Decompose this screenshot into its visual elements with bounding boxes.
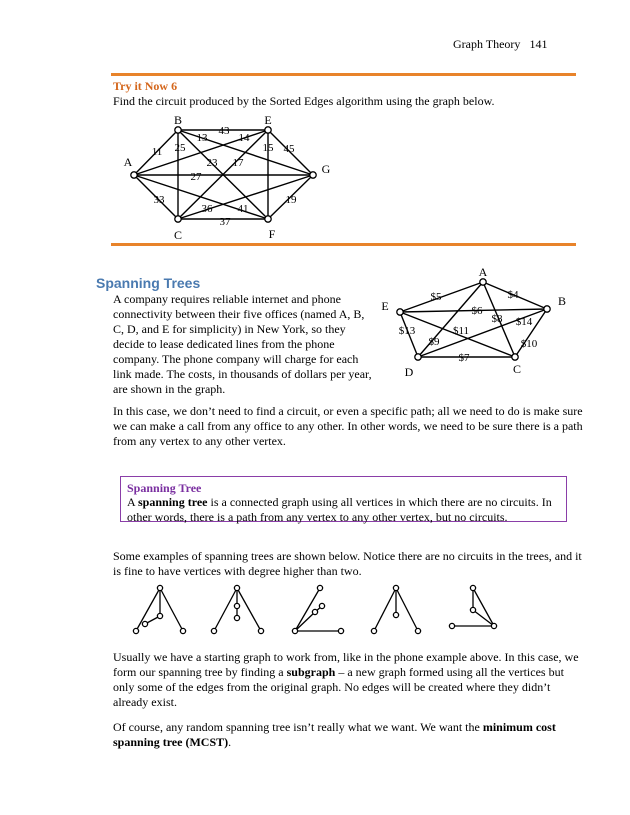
paragraph-3: Some examples of spanning trees are shown below. Notice there are no circuits in the trees, and it is fine to have vertices with degree higher than two. [113, 549, 582, 578]
graph2-weight-EB: $6 [471, 305, 483, 317]
definition-title: Spanning Tree [127, 481, 202, 495]
paragraph-5 [113, 720, 583, 750]
paragraph-2: In this case, we don’t need to find a circuit, or even a specific path; all we need to do is make sure we can make a call from any office to any other. In other words, we need to be sure there is a path from any vertex to any other vertex. [113, 404, 583, 448]
paragraph-5-post: . [228, 735, 232, 749]
graph1-weight-AF: 41 [237, 203, 249, 215]
graph1-vertex-label-E: E [264, 113, 272, 127]
graph1-weight-EC: 17 [232, 157, 244, 169]
graph1-weight-CG: 36 [201, 203, 213, 215]
graph2-weight-AB: $4 [507, 289, 519, 301]
graph1-vertex-label-A: A [123, 155, 133, 169]
definition-pre: A [127, 495, 139, 509]
graph2-weight-BD: $14 [515, 316, 533, 328]
graph1-weight-AG: 27 [190, 171, 202, 183]
example-tree-1 [133, 585, 185, 633]
graph1-vertex-label-B: B [173, 113, 183, 127]
graph2-vertex-label-C: C [512, 362, 522, 376]
paragraph-4-pre: Usually we have a starting graph to work from, like in the phone example above. In this case, we form our spanning tree by finding a [113, 650, 579, 679]
graph2-vertex-label-A: A [478, 265, 488, 279]
definition-post: is a connected graph using all vertices in which there are no circuits. In other words, there is a path from any vertex to any other vertex, but no circuits. [127, 495, 552, 524]
graph2-weight-DC: $7 [458, 352, 470, 364]
graph1-weight-FG: 19 [285, 194, 297, 206]
graph2-weight-AD: $11 [452, 325, 470, 337]
paragraph-4 [113, 650, 583, 710]
paragraph-4-term: subgraph [286, 665, 336, 679]
example-tree-4 [371, 585, 420, 633]
graph1-weight-EG: 45 [283, 143, 295, 155]
graph2-weight-AC: $8 [491, 313, 503, 325]
graph2-vertex-label-D: D [404, 365, 414, 379]
graph1-weight-AC: 33 [153, 194, 165, 206]
graph1-vertex-label-G: G [321, 162, 331, 176]
graph1-weight-BG: 14 [238, 132, 250, 144]
try-it-now-title: Try it Now 6 [113, 79, 178, 93]
graph2-weight-ED: $13 [398, 325, 416, 337]
graph2-weight-EA: $5 [430, 291, 442, 303]
example-tree-2 [211, 585, 263, 633]
graph2-vertex-label-B: B [557, 294, 567, 308]
graph2-weight-BC: $10 [520, 338, 538, 350]
graph1-weight-EF: 15 [262, 142, 274, 154]
graph2-vertex-label-E: E [381, 299, 389, 313]
graph1-weight-BF: 23 [206, 157, 218, 169]
graph1-weight-BE: 43 [218, 125, 230, 137]
paragraph-4-post: – a new graph formed using all the vertices but only some of the edges from the original graph. No edges will be created where they didn’t already exist. [113, 665, 564, 709]
paragraph-5-pre: Of course, any random spanning tree isn’t really what we want. We want the [113, 720, 483, 734]
graph1-weight-BC: 25 [174, 142, 186, 154]
graph1-vertex-label-F: F [268, 227, 276, 241]
section-title: Spanning Trees [96, 275, 201, 291]
graph1-weight-CF: 37 [219, 216, 231, 228]
page-number: 141 [529, 37, 548, 51]
graph2-weight-EC: $9 [428, 336, 440, 348]
running-head-title: Graph Theory [453, 37, 521, 51]
graph1-weight-AB: 11 [151, 146, 163, 158]
intro-paragraph: A company requires reliable internet and phone connectivity between their five offices (named A, B, C, D, and E for simplicity) in New York, so they decide to lease dedicated lines from the phone company. The phone company will charge for each link made. The costs, in thousands of dollars per year, are shown in the graph. [113, 292, 372, 396]
paragraph-5-term: minimum cost spanning tree (MCST) [113, 720, 556, 749]
example-tree-3 [292, 585, 343, 633]
graph1-vertex-label-C: C [173, 228, 183, 242]
example-tree-5 [449, 585, 496, 628]
definition-term: spanning tree [138, 495, 208, 509]
graph1-weight-AE: 13 [196, 132, 208, 144]
try-it-now-text: Find the circuit produced by the Sorted Edges algorithm using the graph below. [113, 94, 495, 108]
